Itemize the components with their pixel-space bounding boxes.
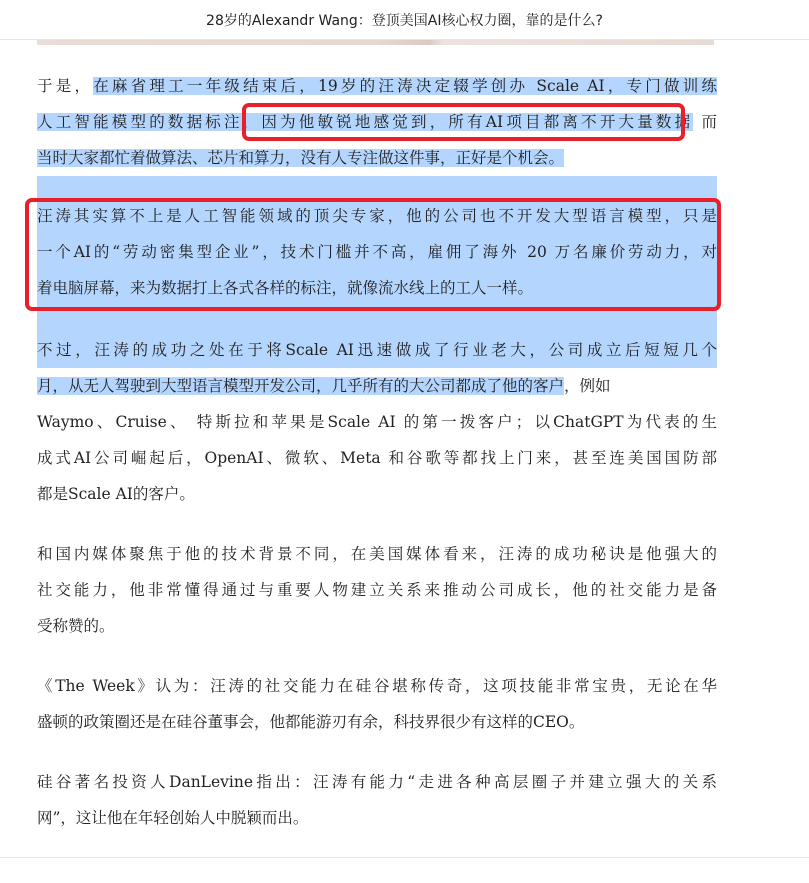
selection-gap [37,306,717,332]
paragraph-line: 受称赞的。 [37,617,115,635]
paragraph-line: 和国内媒体聚焦于他的技术背景不同，在美国媒体看来，汪涛的成功秘诀是他强大的 [37,545,717,563]
divider [0,857,809,858]
paragraph-line [37,368,717,404]
text-segment: 于是， [37,77,94,95]
paragraph-4 [37,536,717,644]
paragraph-2[interactable] [37,198,717,306]
paragraph-line: 着电脑屏幕，来为数据打上各式各样的标注，就像流水线上的工人一样。 [37,279,534,297]
window-title-bar [0,0,809,40]
text-segment: 而 [701,113,717,131]
paragraph-1 [37,68,717,176]
paragraph-6 [37,764,717,836]
selected-text-segment[interactable]: 月，从无人驾驶到大型语言模型开发公司，几乎所有的大公司都成了他的客户 [37,377,565,395]
paragraph-line: 一个AI的“劳动密集型企业”，技术门槛并不高，雇佣了海外 20 万名廉价劳动力，对 [37,243,717,261]
page-title: 28岁的Alexandr Wang：登顶美国AI核心权力圈，靠的是什么? [206,12,603,29]
paragraph-line: 网”，这让他在年轻创始人中脱颖而出。 [37,809,309,827]
paragraph-line: 都是Scale AI的客户。 [37,485,195,503]
highlighted-key-sentence[interactable]: 因为他敏锐地感觉到，所有AI项目都离不开大量数据 [261,113,694,131]
paragraph-line: 社交能力，他非常懂得通过与重要人物建立关系来推动公司成长，他的社交能力是备 [37,581,717,599]
paragraph-line: 硅谷著名投资人DanLevine指出：汪涛有能力“走进各种高层圈子并建立强大的关系 [37,773,717,791]
selected-text-segment[interactable]: 当时大家都忙着做算法、芯片和算力，没有人专注做这件事，正好是个机会。 [37,149,565,167]
selection-gap [37,176,717,198]
paragraph-line [37,140,717,176]
text-segment: ，例如 [564,377,611,395]
paragraph-line: 成式AI公司崛起后，OpenAI、微软、Meta 和谷歌等都找上门来，甚至连美国国防部 [37,449,717,467]
paragraph-5 [37,668,717,740]
paragraph-line: Waymo、Cruise、 特斯拉和苹果是Scale AI 的第一拨客户；以ChatGPT为代表的生 [37,413,717,431]
paragraph-line: 汪涛其实算不上是人工智能领域的顶尖专家，他的公司也不开发大型语言模型，只是 [37,207,717,225]
paragraph-3 [37,332,717,512]
article-image-bottom-edge [37,40,714,45]
paragraph-line [37,104,717,140]
paragraph-line [37,68,717,104]
paragraph-line: 盛顿的政策圈还是在硅谷董事会，他都能游刃有余，科技界很少有这样的CEO。 [37,713,585,731]
selected-text-segment[interactable]: 在麻省理工一年级结束后，19岁的汪涛决定辍学创办 Scale AI，专门做训练 [93,77,717,95]
paragraph-line: 《The Week》认为：汪涛的社交能力在硅谷堪称传奇，这项技能非常宝贵，无论在华 [37,677,717,695]
selected-text-segment[interactable]: 人工智能模型的数据标注， [37,113,262,131]
paragraph-line[interactable]: 不过，汪涛的成功之处在于将Scale AI迅速做成了行业老大，公司成立后短短几个 [37,332,717,368]
